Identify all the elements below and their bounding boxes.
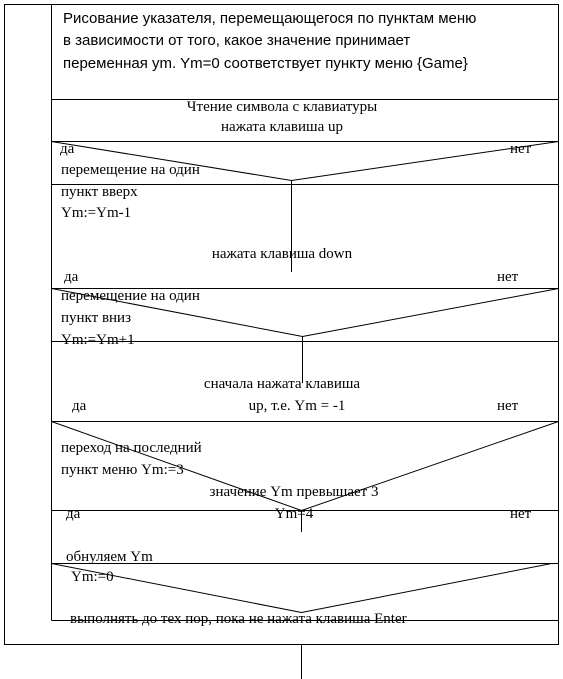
cond3-yes: да xyxy=(72,398,87,414)
cond4-no: нет xyxy=(510,506,532,522)
cond4-question-1: значение Ym превышает 3 xyxy=(209,484,379,500)
read-key-label: Чтение символа с клавиатуры xyxy=(186,99,378,115)
cond4-diag-right xyxy=(302,564,552,613)
cond2-action-1: перемещение на один xyxy=(61,288,200,304)
cond1-action-1: перемещение на один xyxy=(61,162,200,178)
header-text xyxy=(63,10,476,72)
cond2-yes: да xyxy=(64,269,79,285)
cond2-question: нажата клавиша down xyxy=(211,246,353,262)
cond4-yes: да xyxy=(66,506,81,522)
loop-condition: выполнять до тех пор, пока не нажата клавиша Enter xyxy=(70,611,407,627)
cond3-question-1: сначала нажата клавиша xyxy=(203,376,361,392)
condition-wrap-bottom-block xyxy=(52,484,559,613)
cond1-no: нет xyxy=(510,141,532,157)
cond1-action-2: пункт вверх xyxy=(61,184,138,200)
cond1-yes: да xyxy=(60,141,75,157)
cond1-action-3: Ym:=Ym-1 xyxy=(61,205,132,221)
cond3-question-2: up, т.е. Ym = -1 xyxy=(248,398,346,414)
cond2-no: нет xyxy=(497,269,519,285)
header-line-1: Рисование указателя, перемещающегося по пунктам меню xyxy=(63,10,477,27)
condition-down-block xyxy=(52,246,559,383)
cond3-no: нет xyxy=(497,398,519,414)
header-line-2: в зависимости от того, какое значение принимает xyxy=(63,32,411,49)
cond2-diag-right xyxy=(303,289,559,337)
cond1-question: нажата клавиша up xyxy=(221,119,343,135)
cond4-action-1: обнуляем Ym xyxy=(66,549,153,565)
cond3-action-2: пункт меню Ym:=3 xyxy=(61,462,184,478)
header-line-3: переменная ym. Ym=0 соответствует пункту меню {Game} xyxy=(63,55,468,72)
cond4-action-2: Ym:=0 xyxy=(71,569,114,585)
cond2-action-3: Ym:=Ym+1 xyxy=(61,332,135,348)
cond4-question-2: Ym=4 xyxy=(274,506,314,522)
cond2-action-2: пункт вниз xyxy=(61,310,132,326)
cond3-action-1: переход на последний xyxy=(61,440,202,456)
